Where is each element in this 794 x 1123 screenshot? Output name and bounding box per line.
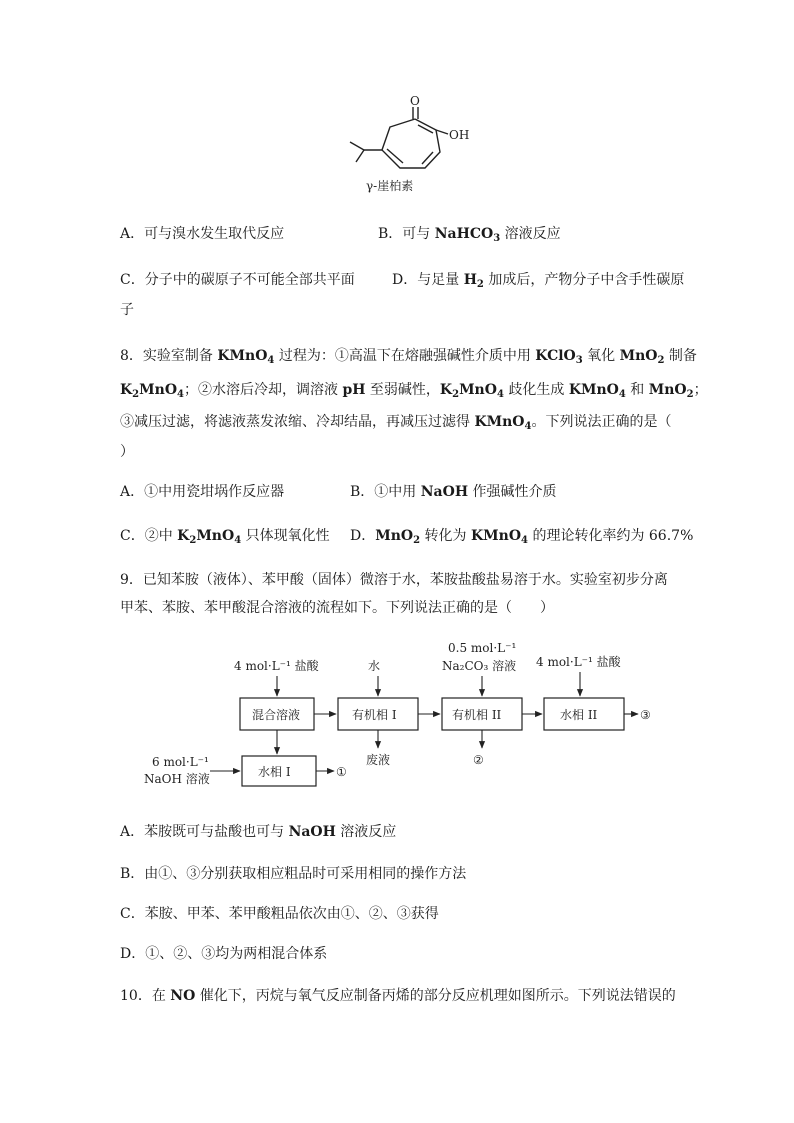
q8-stem-line4: ） [120, 444, 134, 460]
q9-option-c: C．苯胺、甲苯、苯甲酸粗品依次由①、②、③获得 [120, 906, 439, 922]
q7-option-c: C．分子中的碳原子不可能全部共平面 [120, 272, 355, 288]
box-mix [240, 698, 314, 730]
reagent-na2co3-conc: 0.5 mol·L⁻¹ [448, 641, 517, 655]
svg-text:混合溶液: 混合溶液 [252, 708, 301, 722]
output-3: ③ [640, 708, 651, 722]
q8-stem-line1: 8．实验室制备 KMnO$_4$ 过程为：①高温下在熔融强碱性介质中用 KClO$_3$ 氧化 MnO$_2$ 制备 [120, 348, 697, 366]
q8-option-d: D．MnO$_2$ 转化为 KMnO$_4$ 的理论转化率约为 66.7% [350, 528, 694, 546]
reagent-hcl: 4 mol·L⁻¹ 盐酸 [234, 659, 319, 673]
q9-flowchart [130, 638, 690, 798]
q8-option-c: C．②中 $K_2MnO_4$ 只体现氧化性 [120, 528, 330, 546]
q9-stem-line2: 甲苯、苯胺、苯甲酸混合溶液的流程如下。下列说法正确的是（ ） [120, 600, 554, 616]
output-2: ② [473, 753, 484, 767]
q8-stem-line2: $K_2MnO_4$；②水溶后冷却，调溶液 pH 至弱碱性，$K_2MnO_4$ 歧化生成 KMnO$_4$ 和 MnO$_2$； [120, 382, 708, 400]
q7-option-a: A．可与溴水发生取代反应 [120, 226, 285, 242]
svg-text:水相 II: 水相 II [560, 708, 598, 722]
structure-gamma-thujaplicin [330, 92, 480, 198]
box-organic-2 [442, 698, 522, 730]
reagent-na2co3: Na₂CO₃ 溶液 [442, 659, 517, 673]
reagent-naoh-conc: 6 mol·L⁻¹ [152, 755, 209, 769]
svg-text:有机相 I: 有机相 I [352, 708, 397, 722]
q7-option-d-cont: 子 [120, 302, 134, 318]
q9-option-a: A．苯胺既可与盐酸也可与 NaOH 溶液反应 [120, 824, 397, 840]
q7-option-b: B．可与 NaHCO$_3$ 溶液反应 [378, 226, 561, 244]
q8-option-a: A．①中用瓷坩埚作反应器 [120, 484, 285, 500]
q8-option-b: B．①中用 NaOH 作强碱性介质 [350, 484, 557, 500]
reagent-water: 水 [368, 659, 381, 673]
q8-stem-line3: ③减压过滤，将滤液蒸发浓缩、冷却结晶，再减压过滤得 KMnO$_4$。下列说法正确的是（ [120, 414, 672, 432]
waste-label: 废液 [366, 753, 391, 767]
box-organic-1 [338, 698, 418, 730]
structure-label: γ-崖柏素 [366, 179, 414, 193]
box-aqueous-2 [544, 698, 624, 730]
reagent-hcl-2: 4 mol·L⁻¹ 盐酸 [536, 655, 621, 669]
atom-oh: OH [449, 128, 470, 142]
q9-stem-line1: 9．已知苯胺（液体）、苯甲酸（固体）微溶于水，苯胺盐酸盐易溶于水。实验室初步分离 [120, 572, 668, 588]
q7-option-d: D．与足量 $H_2$ 加成后，产物分子中含手性碳原 [392, 272, 685, 290]
svg-text:水相 I: 水相 I [258, 765, 291, 779]
q9-option-d: D．①、②、③均为两相混合体系 [120, 946, 328, 962]
output-1: ① [336, 765, 347, 779]
box-aqueous-1 [242, 756, 316, 786]
q9-option-b: B．由①、③分别获取相应粗品时可采用相同的操作方法 [120, 866, 467, 882]
reagent-naoh: NaOH 溶液 [144, 772, 210, 786]
q10-stem: 10．在 NO 催化下，丙烷与氧气反应制备丙烯的部分反应机理如图所示。下列说法错误的 [120, 988, 676, 1004]
svg-text:有机相 II: 有机相 II [452, 708, 502, 722]
atom-o: O [410, 94, 420, 108]
